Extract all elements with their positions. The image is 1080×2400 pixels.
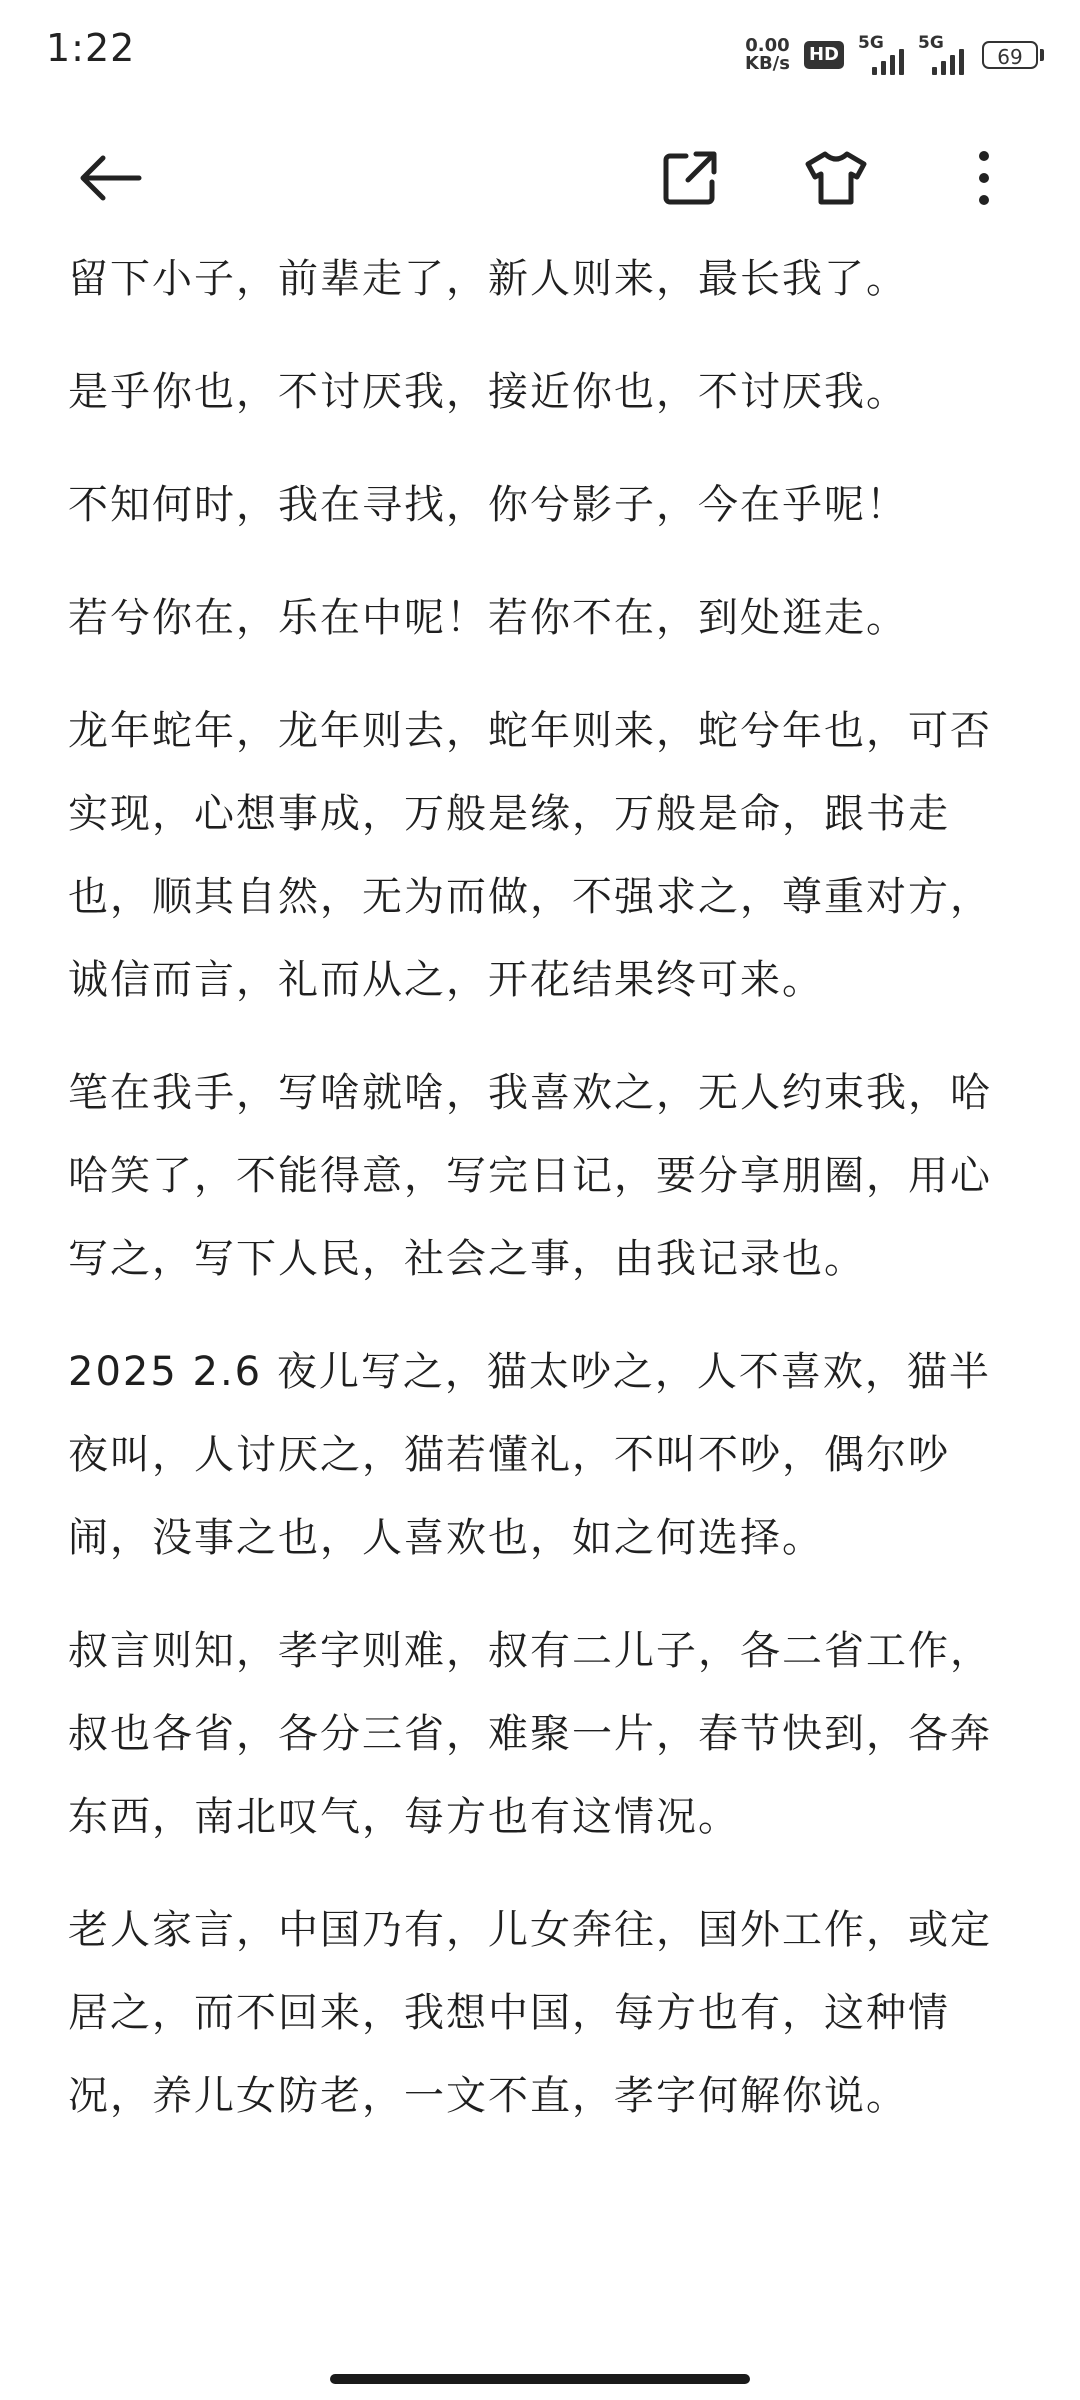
share-external-icon <box>662 150 718 206</box>
article-paragraph-5: 龙年蛇年，龙年则去，蛇年则来，蛇兮年也，可否实现，心想事成，万般是缘，万般是命，跟书走也，顺其自然，无为而做，不强求之，尊重对方，诚信而言，礼而从之，开花结果终可来。 <box>68 708 992 1003</box>
article-paragraph-4: 若兮你在，乐在中呢！若你不在，到处逛走。 <box>68 595 908 641</box>
arrow-left-icon <box>77 154 143 202</box>
network-speed-unit: KB/s <box>745 53 790 74</box>
signal-sim1-icon <box>858 35 904 75</box>
share-button[interactable] <box>654 142 726 214</box>
article-paragraph-6: 笔在我手，写啥就啥，我喜欢之，无人约束我，哈哈笑了，不能得意，写完日记，要分享朋圈，用心写之，写下人民，社会之事，由我记录也。 <box>68 1070 992 1282</box>
article-paragraph-1: 留下小子，前辈走了，新人则来，最长我了。 <box>68 256 908 302</box>
status-bar <box>0 0 1080 110</box>
sim2-network-label: 5G <box>918 33 944 53</box>
tshirt-icon <box>805 150 867 206</box>
status-time: 1:22 <box>46 26 136 70</box>
article-paragraph-8: 叔言则知，孝字则难，叔有二儿子，各二省工作，叔也各省，各分三省，难聚一片，春节快到，各奔东西，南北叹气，每方也有这情况。 <box>68 1628 992 1840</box>
home-indicator[interactable] <box>330 2374 750 2384</box>
signal-sim2-icon <box>918 35 968 75</box>
more-vertical-icon <box>976 148 992 208</box>
more-options-button[interactable] <box>948 142 1020 214</box>
battery-level: 69 <box>982 41 1038 69</box>
sim1-network-label: 5G <box>858 33 884 53</box>
theme-button[interactable] <box>800 142 872 214</box>
back-button[interactable] <box>74 142 146 214</box>
article-paragraph-9: 老人家言，中国乃有，儿女奔往，国外工作，或定居之，而不回来，我想中国，每方也有，这种情况，养儿女防老，一文不直，孝字何解你说。 <box>68 1907 992 2119</box>
article-body <box>68 238 1018 2168</box>
top-toolbar <box>0 120 1080 230</box>
hd-voice-icon: HD <box>804 41 844 69</box>
article-paragraph-3: 不知何时，我在寻找，你兮影子，今在乎呢！ <box>68 482 908 528</box>
network-speed <box>745 37 790 73</box>
article-paragraph-2: 是乎你也，不讨厌我，接近你也，不讨厌我。 <box>68 369 908 415</box>
battery-icon <box>982 41 1044 69</box>
article-paragraph-7: 2025 2.6 夜儿写之，猫太吵之，人不喜欢，猫半夜叫，人讨厌之，猫若懂礼，不叫不吵，偶尔吵闹，没事之也，人喜欢也，如之何选择。 <box>68 1349 991 1561</box>
network-speed-value: 0.00 <box>745 35 790 56</box>
status-icons <box>745 30 1044 80</box>
